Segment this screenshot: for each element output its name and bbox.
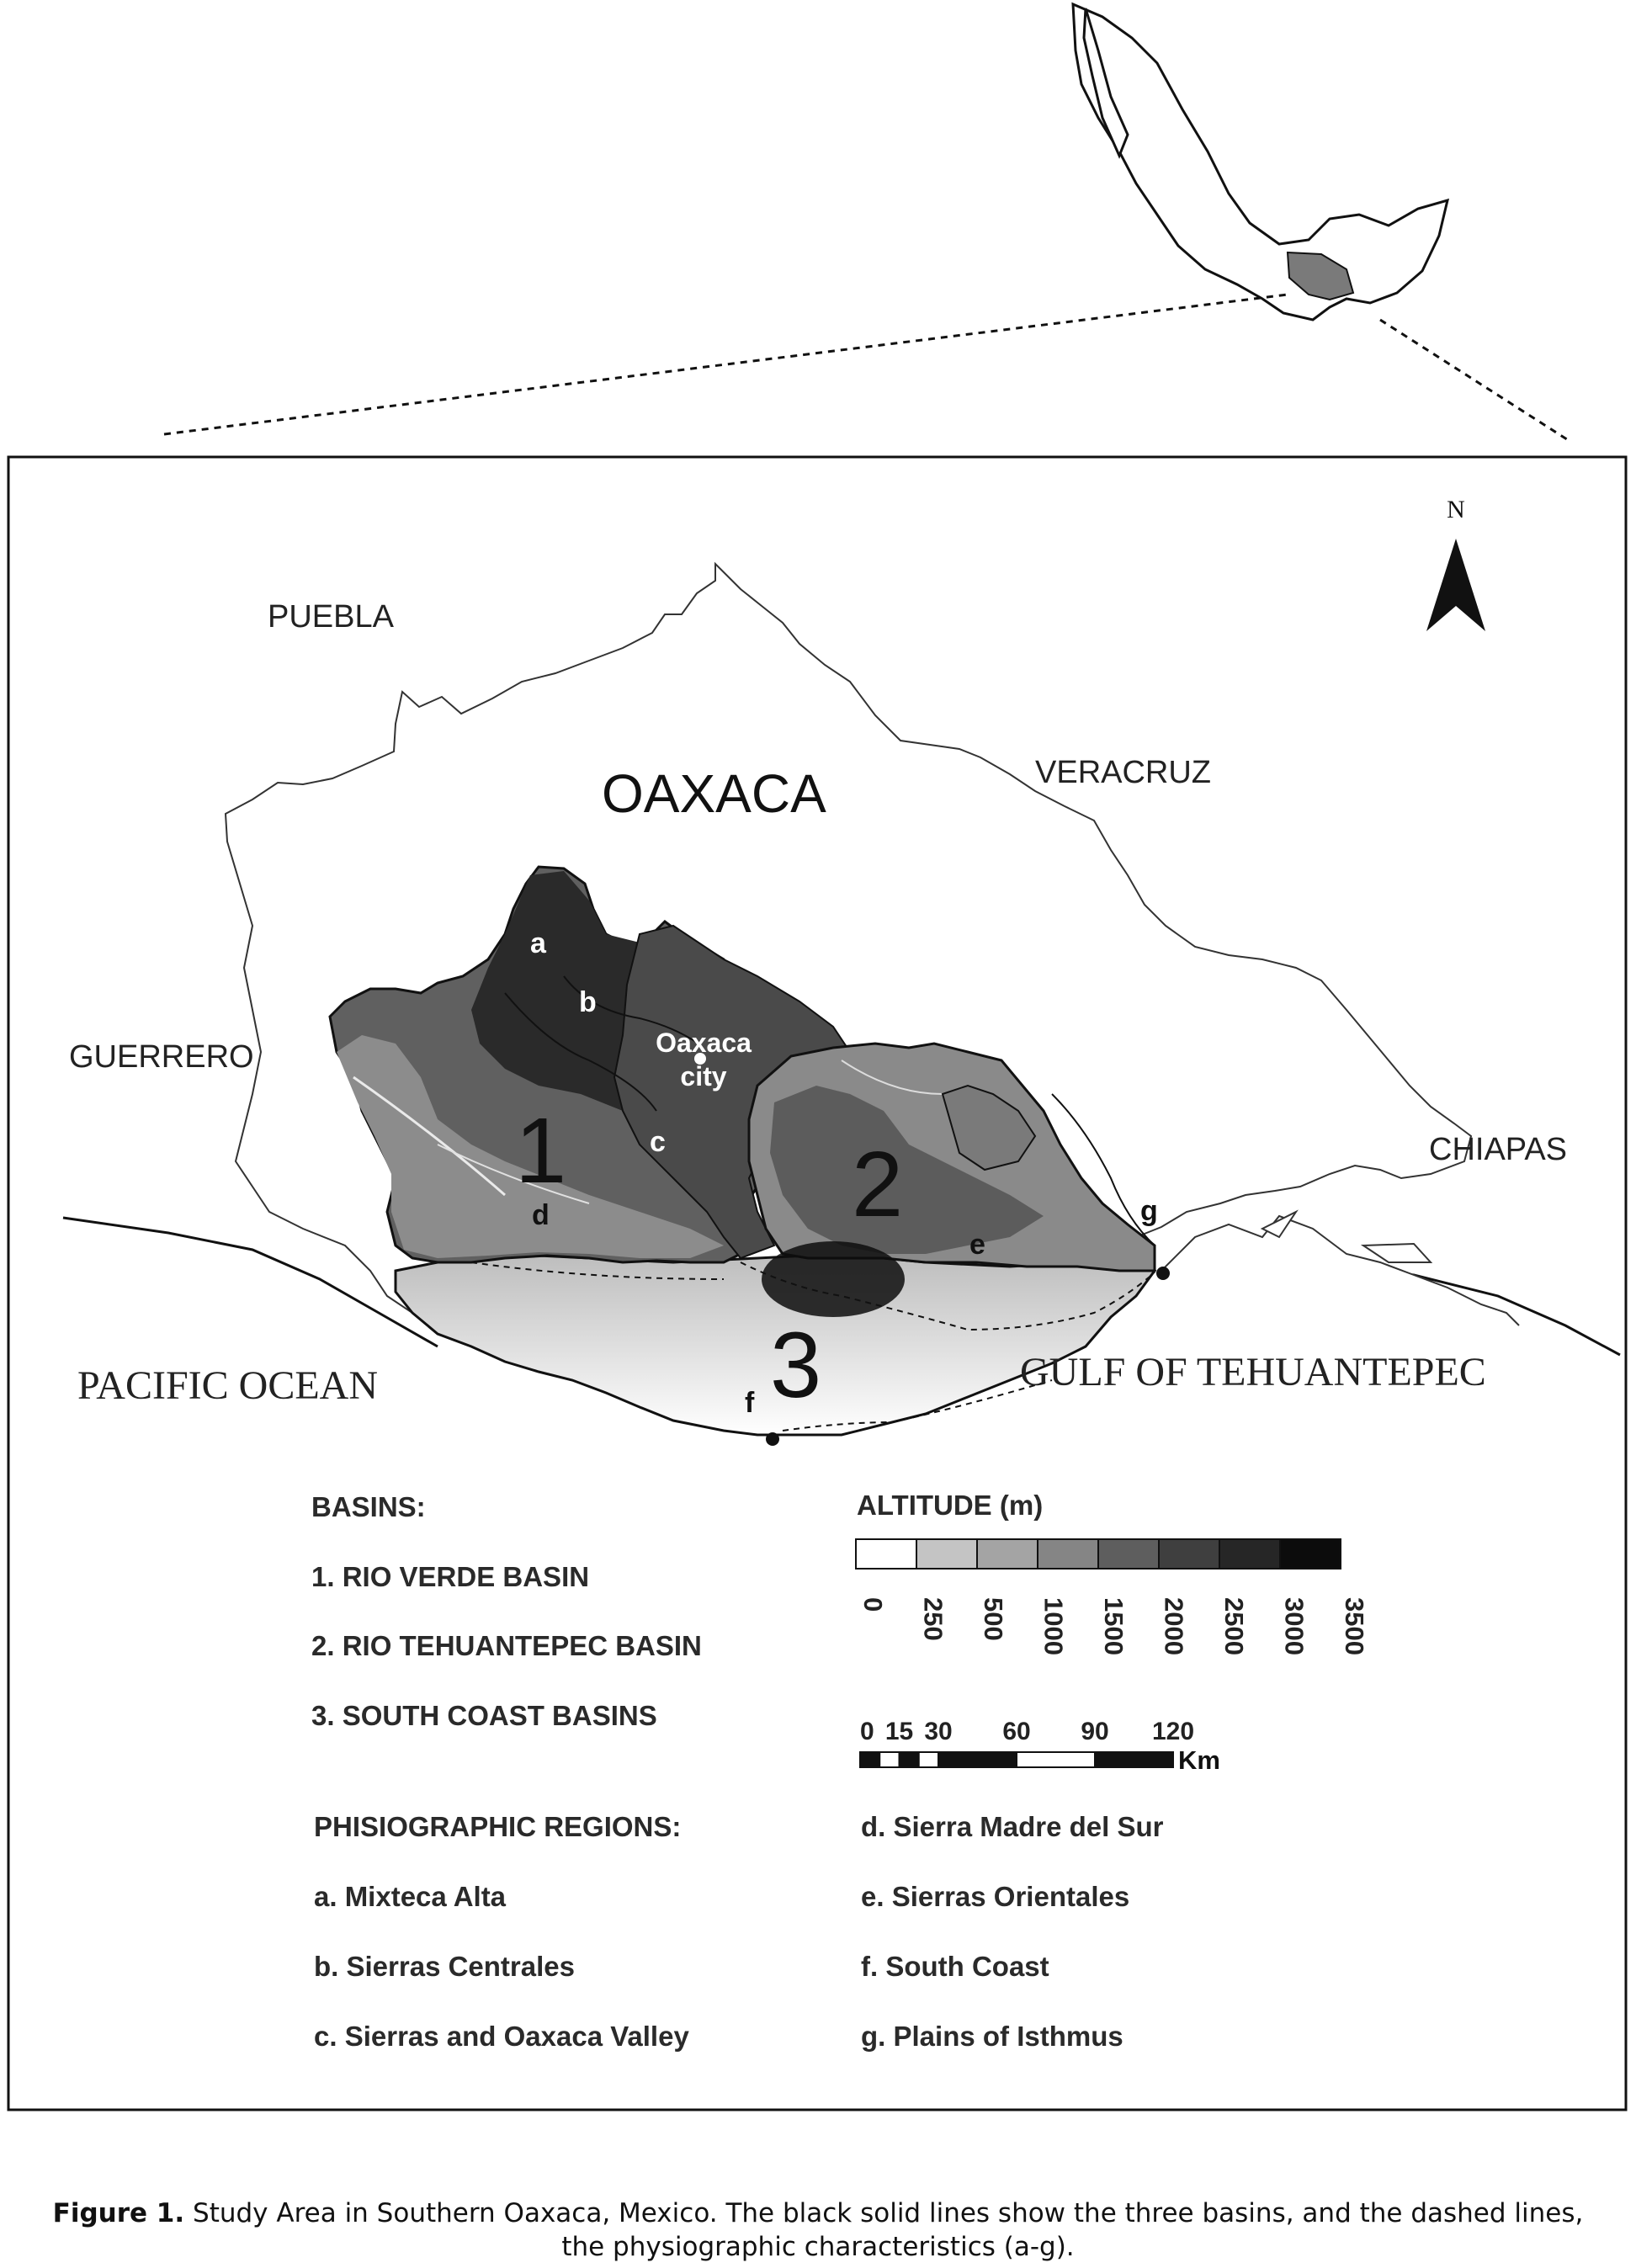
figure-caption: [0, 2196, 1636, 2264]
scale-tick-label: 120: [1151, 1718, 1195, 1745]
region-letter-a: a: [530, 927, 546, 959]
oaxaca-city-label-line2: city: [680, 1061, 727, 1092]
outlet-point-east: [1156, 1267, 1170, 1280]
caption-text: Study Area in Southern Oaxaca, Mexico. The black solid lines show the three basins, and the dashed lines,: [193, 2198, 1584, 2228]
legend-basin-3: 3. SOUTH COAST BASINS: [311, 1700, 657, 1731]
scale-segment: [1095, 1752, 1173, 1767]
label-pacific-ocean: PACIFIC OCEAN: [77, 1363, 378, 1408]
label-oaxaca: OAXACA: [602, 763, 826, 824]
region-letter-g: g: [1140, 1195, 1158, 1227]
label-gulf-of-tehuantepec: GULF OF TEHUANTEPEC: [1020, 1350, 1486, 1394]
scale-segment: [879, 1752, 899, 1767]
basin-number-3: 3: [770, 1314, 822, 1417]
altitude-swatch: [916, 1539, 977, 1569]
scale-segment: [919, 1752, 938, 1767]
altitude-color-bar: [856, 1539, 1341, 1569]
legend-region-e: e. Sierras Orientales: [861, 1881, 1130, 1912]
scale-segment: [938, 1752, 1017, 1767]
inset-leader-left: [164, 295, 1288, 434]
scale-segment: [900, 1752, 919, 1767]
scale-tick-label: 60: [1002, 1718, 1031, 1745]
altitude-tick-label: 500: [978, 1597, 1008, 1641]
lagoon-2: [1363, 1244, 1431, 1262]
legend-region-g: g. Plains of Isthmus: [861, 2021, 1123, 2052]
north-arrow: [1426, 539, 1485, 631]
north-label: N: [1447, 496, 1465, 523]
region-letter-f: f: [745, 1387, 755, 1419]
region-letter-c: c: [650, 1126, 666, 1158]
scale-tick-label: 30: [924, 1718, 953, 1745]
caption-text-line2: the physiographic characteristics (a-g).: [561, 2232, 1075, 2262]
north-arrow-right-half: [1456, 539, 1485, 631]
region-letter-d: d: [532, 1199, 550, 1231]
scale-tick-labels: [860, 1718, 1194, 1745]
inset-leader-right: [1380, 320, 1570, 441]
caption-label: Figure 1.: [52, 2198, 185, 2228]
legend-region-a: a. Mixteca Alta: [314, 1881, 507, 1912]
legend-region-f: f. South Coast: [861, 1951, 1049, 1982]
scale-tick-label: 0: [860, 1718, 874, 1745]
altitude-tick-label: 1000: [1038, 1597, 1069, 1655]
altitude-tick-label: 1500: [1098, 1597, 1129, 1655]
legend-basins-title: BASINS:: [311, 1491, 426, 1522]
basin-number-1: 1: [515, 1099, 567, 1203]
oaxaca-city-label-line1: Oaxaca: [656, 1028, 752, 1058]
scale-segment: [860, 1752, 879, 1767]
altitude-tick-label: 3500: [1339, 1597, 1369, 1655]
altitude-swatch: [977, 1539, 1038, 1569]
altitude-swatch: [856, 1539, 916, 1569]
outlet-point-south: [766, 1432, 779, 1446]
scale-segment: [1017, 1752, 1095, 1767]
altitude-swatch: [1280, 1539, 1341, 1569]
scale-tick-label: 90: [1081, 1718, 1109, 1745]
altitude-swatch: [1098, 1539, 1159, 1569]
north-arrow-left-half: [1426, 539, 1456, 631]
altitude-tick-label: 0: [858, 1597, 888, 1612]
lagoon-coast: [1161, 1216, 1519, 1325]
legend-basin-1: 1. RIO VERDE BASIN: [311, 1561, 590, 1592]
scale-bar: [860, 1752, 1173, 1767]
altitude-tick-label: 250: [918, 1597, 948, 1641]
legend-basin-2: 2. RIO TEHUANTEPEC BASIN: [311, 1630, 702, 1661]
mexico-inset-map: [164, 4, 1570, 441]
label-guerrero: GUERRERO: [69, 1039, 254, 1075]
altitude-tick-label: 2500: [1219, 1597, 1249, 1655]
region-letter-b: b: [579, 986, 597, 1018]
label-puebla: PUEBLA: [268, 599, 394, 635]
legend-regions-title: PHISIOGRAPHIC REGIONS:: [314, 1811, 682, 1842]
altitude-tick-labels: [858, 1597, 1369, 1655]
altitude-swatch: [1159, 1539, 1219, 1569]
mexico-outline: [1073, 4, 1447, 320]
legend-region-d: d. Sierra Madre del Sur: [861, 1811, 1164, 1842]
legend-region-b: b. Sierras Centrales: [314, 1951, 575, 1982]
label-chiapas: CHIAPAS: [1429, 1132, 1568, 1167]
scale-unit: Km: [1178, 1745, 1220, 1775]
basin-number-2: 2: [852, 1133, 904, 1236]
altitude-swatch: [1038, 1539, 1098, 1569]
scale-tick-label: 15: [884, 1718, 914, 1745]
label-veracruz: VERACRUZ: [1035, 755, 1212, 790]
highland-peak: [762, 1241, 905, 1317]
legend-region-c: c. Sierras and Oaxaca Valley: [314, 2021, 689, 2052]
altitude-tick-label: 3000: [1279, 1597, 1309, 1655]
altitude-tick-label: 2000: [1159, 1597, 1189, 1655]
region-letter-e: e: [969, 1229, 985, 1261]
legend-altitude-title: ALTITUDE (m): [857, 1490, 1044, 1521]
altitude-swatch: [1219, 1539, 1280, 1569]
